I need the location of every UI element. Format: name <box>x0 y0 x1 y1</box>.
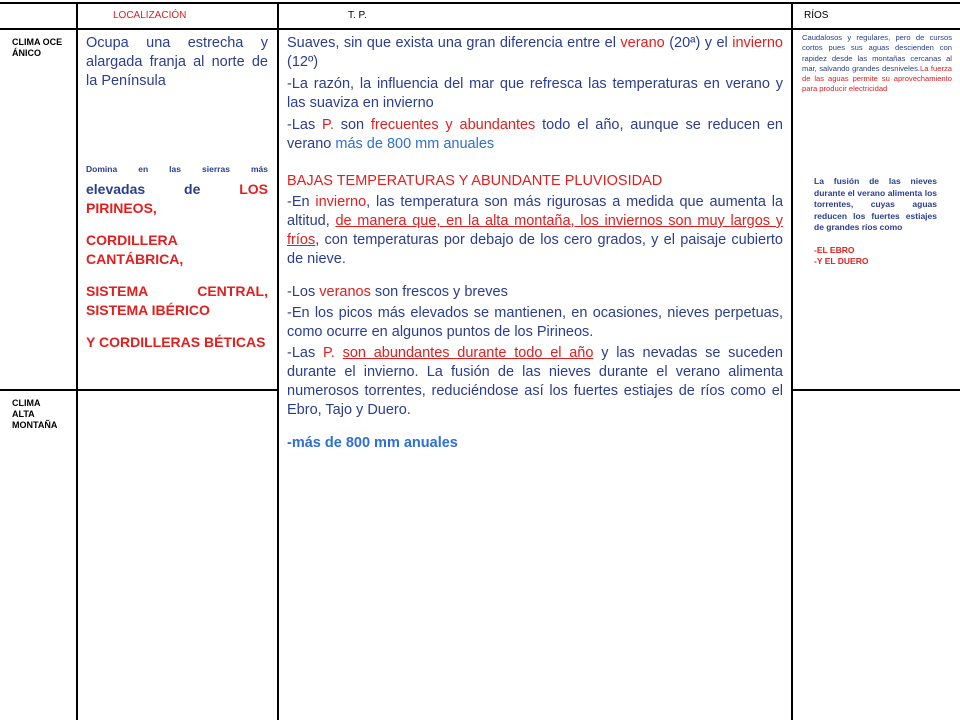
header-bottom-border <box>0 28 960 30</box>
header-rios: RÍOS <box>804 10 829 21</box>
header-localizacion: LOCALIZACIÓN <box>113 10 187 21</box>
montana-loc-cantabrica: CORDILLERA CANTÁBRICA, <box>86 232 184 267</box>
montana-loc-central: SISTEMA CENTRAL, SISTEMA IBÉRICO <box>86 283 268 318</box>
oceanico-tp-p3: -Las P. son frecuentes y abundantes todo el año, aunque se reducen en verano más de 800 mm anuales <box>287 117 783 152</box>
montana-loc-intro: Domina en las sierras más <box>86 164 268 174</box>
table-top-border <box>0 2 960 4</box>
montana-rios-ebro: -EL EBRO <box>814 244 855 255</box>
montana-rios-duero: -Y EL DUERO <box>814 256 869 266</box>
row-divider-rios <box>792 389 960 391</box>
row-label-oceanico: CLIMA OCEÁNICO <box>12 37 63 58</box>
montana-rios <box>814 176 937 268</box>
header-tp: T. P. <box>348 10 367 21</box>
oceanico-tp-p1: Suaves, sin que exista una gran diferencia entre el verano (20ª) y el invierno (12º) <box>287 35 783 70</box>
col-divider-3 <box>791 2 793 720</box>
montana-localizacion <box>86 163 268 352</box>
col-divider-2 <box>277 2 279 720</box>
montana-tp <box>287 172 783 453</box>
montana-tp-title: BAJAS TEMPERATURAS Y ABUNDANTE PLUVIOSIDAD <box>287 173 663 189</box>
oceanico-tp <box>287 34 783 154</box>
montana-tp-p5: -más de 800 mm anuales <box>287 435 458 451</box>
montana-rios-text: La fusión de las nieves durante el verano alimenta los torrentes, cuyas aguas reducen los fuertes estiajes de grandes ríos como <box>814 176 937 232</box>
row-divider <box>0 389 278 391</box>
montana-tp-p4: -Las P. son abundantes durante todo el año y las nevadas se suceden durante el invierno. La fusión de las nieves durante el verano alimenta numerosos torrentes, reduciéndose así los fuertes estiajes de ríos como el Ebro, Tajo y Duero. <box>287 345 783 418</box>
oceanico-tp-p2: -La razón, la influencia del mar que refresca las temperaturas en verano y las suaviza en invierno <box>287 76 783 111</box>
montana-tp-p2: -Los veranos son frescos y breves <box>287 284 508 300</box>
row-label-alta-montana: CLIMA ALTA MONTAÑA <box>12 398 58 430</box>
col-divider-1 <box>76 2 78 720</box>
montana-loc-pirineos: elevadas de LOS PIRINEOS, <box>86 181 268 216</box>
oceanico-localizacion: Ocupa una estrecha y alargada franja al norte de la Península <box>86 35 268 89</box>
montana-tp-p1: -En invierno, las temperatura son más rigurosas a medida que aumenta la altitud, de manera que, en la alta montaña, los inviernos son muy largos y fríos, con temperaturas por debajo de los cero grados, y el paisaje cubierto de nieve. <box>287 194 784 267</box>
montana-tp-p3: -En los picos más elevados se mantienen, en ocasiones, nieves perpetuas, como ocurre en algunos puntos de los Pirineos. <box>287 305 783 340</box>
oceanico-rios: Caudalosos y regulares, pero de cursos cortos pues sus aguas descienden con rapidez desde las montañas cercanas al mar, salvando grandes desniveles.La fuerza de las aguas permite su aprovechamiento para producir electricidad <box>802 33 952 94</box>
montana-loc-beticas: Y CORDILLERAS BÉTICAS <box>86 334 266 350</box>
